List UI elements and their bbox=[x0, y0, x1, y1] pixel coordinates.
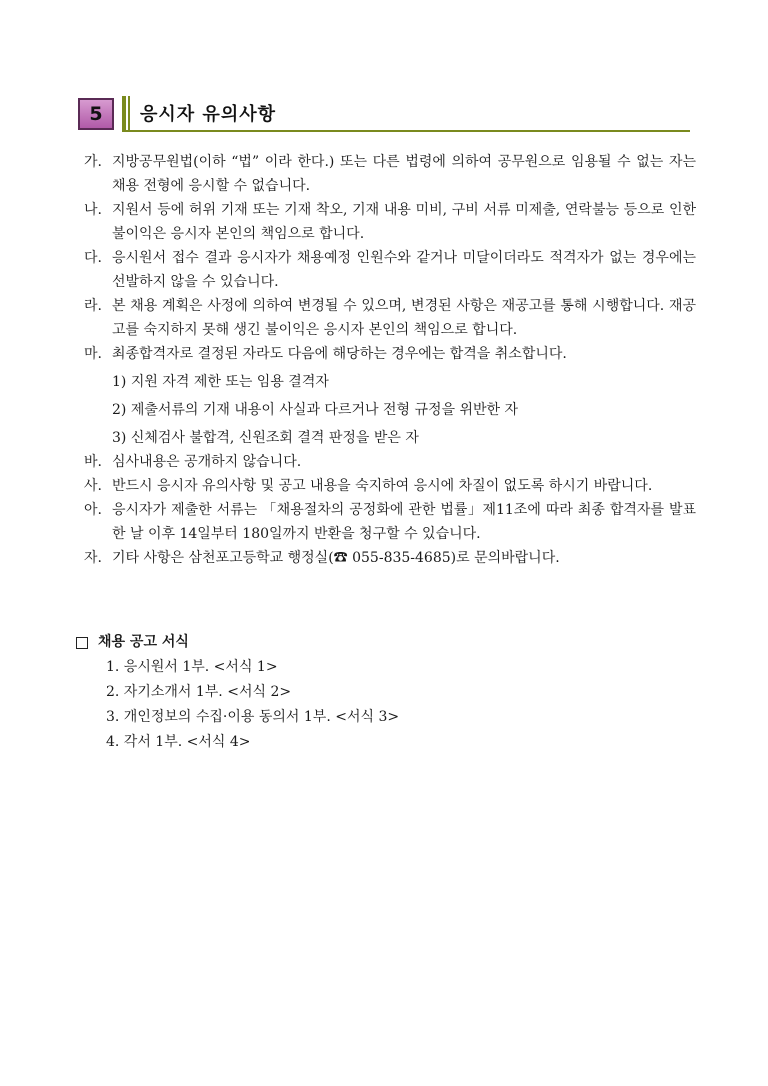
notice-item bbox=[84, 342, 696, 366]
item-marker: 나. bbox=[84, 202, 102, 218]
notice-item bbox=[84, 294, 696, 342]
sub-item: 3) 신체검사 불합격, 신원조회 결격 판정을 받은 자 bbox=[112, 430, 419, 446]
item-text: 본 채용 계획은 사정에 의하여 변경될 수 있으며, 변경된 사항은 재공고를 통해 시행합니다. 재공고를 숙지하지 못해 생긴 불이익은 응시자 본인의 책임으로 합니다. bbox=[112, 298, 696, 338]
item-marker: 다. bbox=[84, 250, 102, 266]
notice-item bbox=[84, 246, 696, 294]
checkbox-icon bbox=[76, 637, 88, 649]
form-item: 4. 각서 1부. <서식 4> bbox=[106, 734, 251, 750]
item-marker: 자. bbox=[84, 550, 102, 566]
item-text: 심사내용은 공개하지 않습니다. bbox=[112, 454, 302, 470]
sub-item: 2) 제출서류의 기재 내용이 사실과 다르거나 전형 규정을 위반한 자 bbox=[112, 402, 519, 418]
sub-list bbox=[84, 370, 696, 450]
section-header bbox=[78, 96, 690, 134]
notice-item bbox=[84, 198, 696, 246]
item-text: 응시원서 접수 결과 응시자가 채용예정 인원수와 같거나 미달이더라도 적격자가 없는 경우에는 선발하지 않을 수 있습니다. bbox=[112, 250, 696, 290]
header-divider bbox=[122, 96, 126, 132]
item-marker: 가. bbox=[84, 154, 102, 170]
item-text: 지원서 등에 허위 기재 또는 기재 착오, 기재 내용 미비, 구비 서류 미제출, 연락불능 등으로 인한 불이익은 응시자 본인의 책임으로 합니다. bbox=[112, 202, 696, 242]
notice-item bbox=[84, 474, 696, 498]
item-marker: 사. bbox=[84, 478, 102, 494]
header-divider bbox=[128, 96, 130, 132]
forms-title: 채용 공고 서식 bbox=[98, 634, 189, 650]
item-text: 반드시 응시자 유의사항 및 공고 내용을 숙지하여 응시에 차질이 없도록 하시기 바랍니다. bbox=[112, 478, 653, 494]
notice-list bbox=[84, 150, 696, 570]
section-number-badge: 5 bbox=[78, 98, 114, 130]
section-title: 응시자 유의사항 bbox=[140, 104, 276, 125]
item-text: 지방공무원법(이하 “법” 이라 한다.) 또는 다른 법령에 의하여 공무원으로 임용될 수 없는 자는 채용 전형에 응시할 수 없습니다. bbox=[112, 154, 696, 194]
notice-item bbox=[84, 546, 696, 570]
item-marker: 마. bbox=[84, 346, 102, 362]
form-item: 3. 개인정보의 수집·이용 동의서 1부. <서식 3> bbox=[106, 709, 400, 725]
notice-item bbox=[84, 498, 696, 546]
item-marker: 아. bbox=[84, 502, 102, 518]
forms-heading bbox=[76, 630, 696, 655]
item-marker: 라. bbox=[84, 298, 102, 314]
item-text: 최종합격자로 결정된 자라도 다음에 해당하는 경우에는 합격을 취소합니다. bbox=[112, 346, 567, 362]
notice-item bbox=[84, 150, 696, 198]
header-underline bbox=[122, 130, 690, 132]
notice-item bbox=[84, 450, 696, 474]
item-marker: 바. bbox=[84, 454, 102, 470]
form-item: 2. 자기소개서 1부. <서식 2> bbox=[106, 684, 292, 700]
item-text: 기타 사항은 삼천포고등학교 행정실(☎ 055-835-4685)로 문의바랍니다. bbox=[112, 550, 560, 566]
item-text: 응시자가 제출한 서류는 「채용절차의 공정화에 관한 법률」제11조에 따라 최종 합격자를 발표한 날 이후 14일부터 180일까지 반환을 청구할 수 있습니다. bbox=[112, 502, 696, 542]
forms-section bbox=[76, 630, 696, 755]
sub-item: 1) 지원 자격 제한 또는 임용 결격자 bbox=[112, 374, 329, 390]
form-item: 1. 응시원서 1부. <서식 1> bbox=[106, 659, 278, 675]
